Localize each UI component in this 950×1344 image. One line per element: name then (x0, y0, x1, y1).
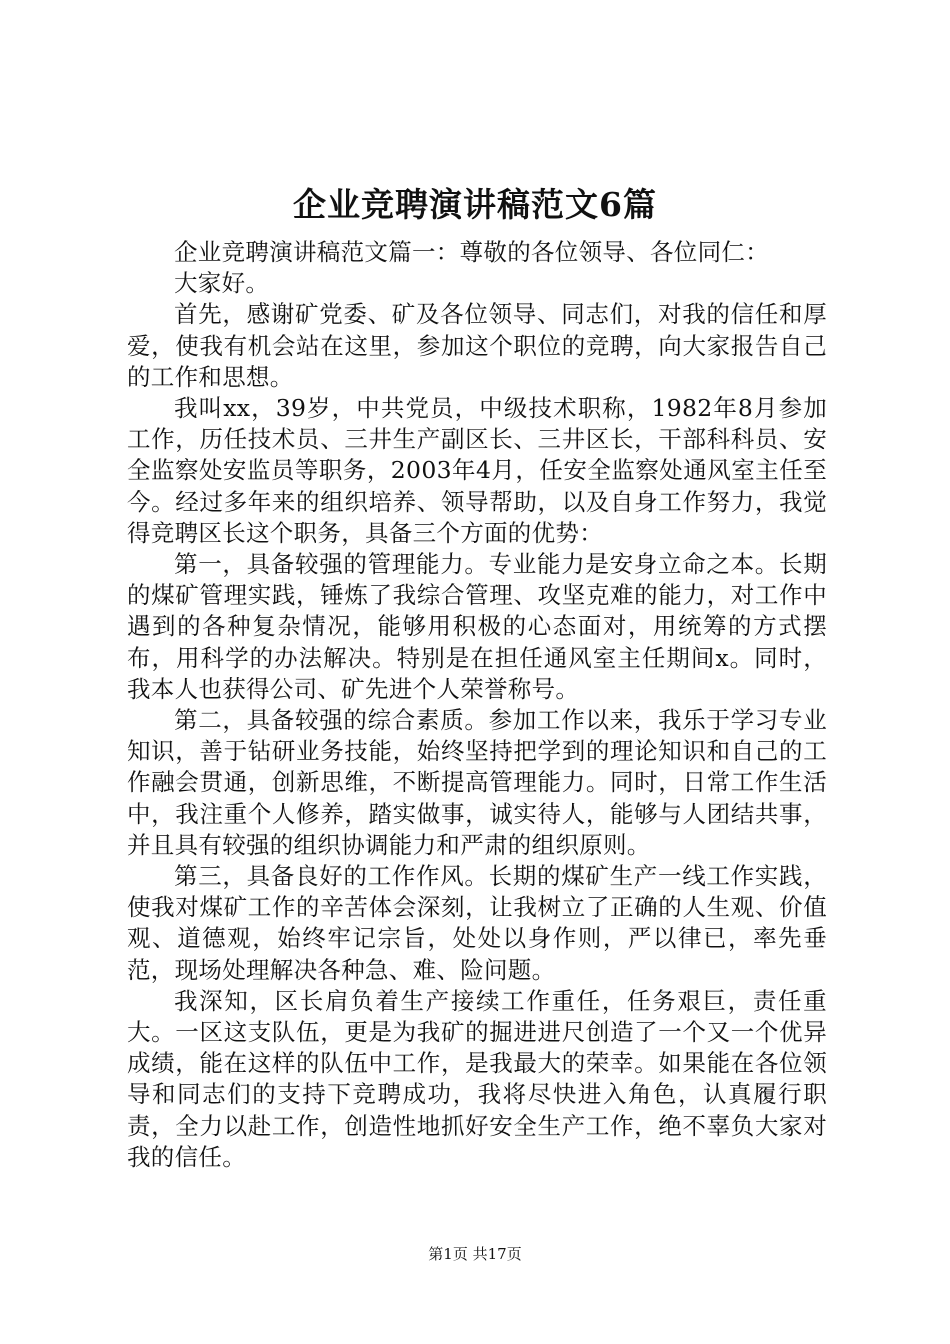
page-number-footer: 第1页 共17页 (428, 1245, 522, 1263)
document-title: 企业竞聘演讲稿范文6篇 (293, 185, 657, 224)
paragraph-greeting: 大家好。 (174, 269, 270, 298)
paragraph-intro: 企业竞聘演讲稿范文篇一：尊敬的各位领导、各位同仁： (174, 238, 769, 266)
paragraph-advantage-two: 第二，具备较强的综合素质。参加工作以来，我乐于学习专业知识，善于钻研业务技能，始终坚持把学到的理论知识和自己的工作融会贯通，创新思维，不断提高管理能力。同时，日常工作生活中，我注重个人修养，踏实做事，诚实待人，能够与人团结共事，并且具有较强的组织协调能力和严肃的组织原则。 (127, 706, 827, 859)
paragraph-advantage-three: 第三，具备良好的工作作风。长期的煤矿生产一线工作实践，使我对煤矿工作的辛苦体会深刻，让我树立了正确的人生观、价值观、道德观，始终牢记宗旨，处处以身作则，严以律已，率先垂范，现场处理解决各种急、难、险问题。 (127, 862, 827, 984)
document-body (127, 237, 827, 1173)
paragraph-commitment: 我深知，区长肩负着生产接续工作重任，任务艰巨，责任重大。一区这支队伍，更是为我矿的掘进进尺创造了一个又一个优异成绩，能在这样的队伍中工作，是我最大的荣幸。如果能在各位领导和同志们的支持下竞聘成功，我将尽快进入角色，认真履行职责，全力以赴工作，创造性地抓好安全生产工作，绝不辜负大家对我的信任。 (127, 986, 827, 1171)
paragraph-advantage-one: 第一，具备较强的管理能力。专业能力是安身立命之本。长期的煤矿管理实践，锤炼了我综合管理、攻坚克难的能力，对工作中遇到的各种复杂情况，能够用积极的心态面对，用统筹的方式摆布，用科学的办法解决。特别是在担任通风室主任期间x。同时，我本人也获得公司、矿先进个人荣誉称号。 (127, 550, 827, 703)
paragraph-self-introduction: 我叫xx，39岁，中共党员，中级技术职称，1982年8月参加工作，历任技术员、三井生产副区长、三井区长，干部科科员、安全监察处安监员等职务，2003年4月，任安全监察处通风室主任至今。经过多年来的组织培养、领导帮助，以及自身工作努力，我觉得竞聘区长这个职务，具备三个方面的优势： (127, 394, 827, 547)
paragraph-thanks: 首先，感谢矿党委、矿及各位领导、同志们，对我的信任和厚爱，使我有机会站在这里，参加这个职位的竞聘，向大家报告自己的工作和思想。 (127, 300, 827, 391)
